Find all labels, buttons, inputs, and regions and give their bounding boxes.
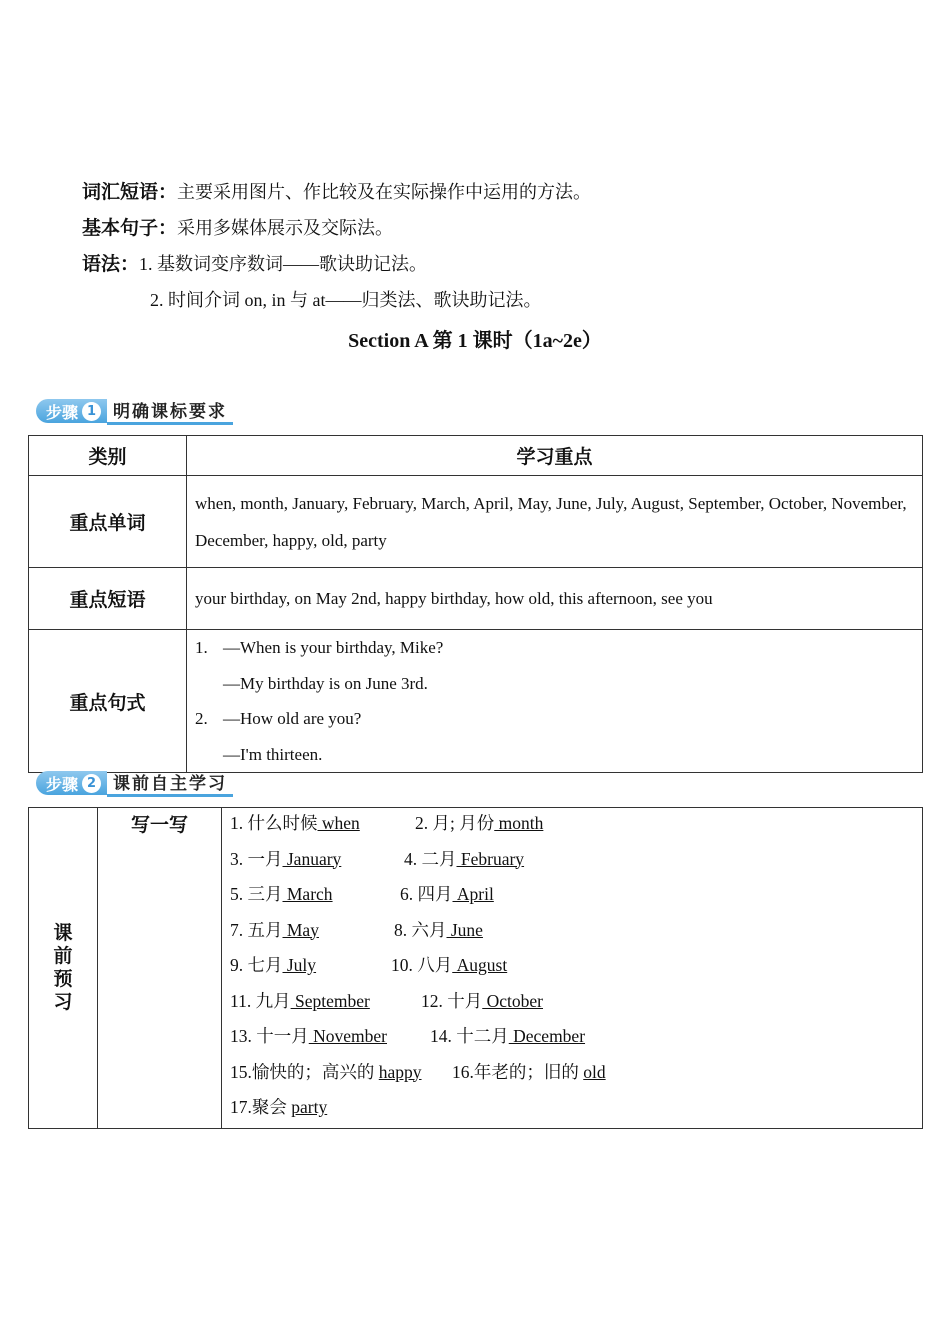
sentence-line: [195, 737, 914, 773]
row-content: your birthday, on May 2nd, happy birthday, how old, this afternoon, see you: [187, 568, 923, 630]
item-answer: January: [282, 848, 342, 869]
item-answer: March: [282, 884, 333, 904]
intro-sentence: [82, 216, 393, 240]
item-question: 9. 七月: [230, 955, 283, 975]
sentence-no: 1.: [195, 638, 208, 657]
side-char: 预: [53, 967, 73, 990]
item-question: 6. 四月: [400, 884, 453, 904]
table-row: [29, 476, 923, 568]
vocab-items: [222, 808, 923, 1129]
list-item: [230, 879, 922, 915]
item-question: 13. 十一月: [230, 1026, 309, 1046]
step2-title: 课前自主学习: [107, 770, 233, 797]
item-answer: February: [456, 848, 525, 869]
sentence-line: [195, 701, 914, 737]
sentence-text: 采用多媒体展示及交际法。: [177, 218, 394, 238]
vocab-label: 词汇短语：: [82, 181, 178, 203]
step2-number: 2: [82, 774, 101, 793]
item-question: 7. 五月: [230, 919, 283, 940]
learning-focus-table: [28, 435, 923, 773]
row-content: when, month, January, February, March, April, May, June, July, August, September, October, November, December, happy, old, party: [187, 476, 923, 568]
list-item: [230, 1021, 922, 1057]
item-answer: August: [452, 955, 508, 975]
intro-grammar: [82, 252, 427, 276]
sentence-no: 2.: [195, 709, 208, 728]
header-category: 类别: [29, 436, 187, 476]
item-question: 1. 什么时候: [230, 813, 318, 833]
item-answer: party: [291, 1097, 328, 1117]
item-question: 17.聚会: [230, 1097, 292, 1117]
item-question: 4. 二月: [404, 848, 457, 869]
sentence-text: —My birthday is on June 3rd.: [223, 673, 428, 693]
section-title: Section A 第 1 课时（1a~2e）: [348, 330, 602, 352]
sentence-line: [195, 630, 914, 666]
list-item: [230, 1057, 922, 1093]
table-row: [29, 630, 923, 773]
preview-table: [28, 807, 923, 1129]
list-item: [230, 1092, 922, 1128]
side-char: 课: [53, 921, 73, 944]
list-item: [230, 986, 922, 1022]
item-question: 12. 十月: [421, 990, 483, 1011]
side-label: [29, 808, 98, 1129]
step1-pill: [36, 399, 107, 423]
item-question: 2. 月; 月份: [415, 813, 495, 833]
sentence-no: [195, 666, 223, 702]
item-answer: old: [583, 1061, 606, 1082]
grammar-item-2: 2. 时间介词 on, in 与 at——归类法、歌诀助记法。: [150, 290, 542, 310]
item-answer: December: [508, 1026, 586, 1046]
item-answer: May: [282, 919, 319, 940]
item-question: 11. 九月: [230, 990, 291, 1011]
sub-label: 写一写: [98, 808, 222, 1129]
item-answer: November: [308, 1026, 387, 1046]
sentence-text: —How old are you?: [223, 709, 362, 728]
item-answer: October: [482, 990, 543, 1011]
sentence-text: —When is your birthday, Mike?: [223, 638, 444, 657]
step2-pill: [36, 771, 107, 795]
list-item: [230, 915, 922, 951]
item-question: 15.愉快的；高兴的: [230, 1061, 379, 1082]
item-answer: April: [452, 884, 494, 904]
item-answer: July: [282, 955, 317, 975]
row-category: 重点单词: [29, 476, 187, 568]
sentence-label: 基本句子：: [82, 217, 178, 239]
row-category: 重点短语: [29, 568, 187, 630]
grammar-item-1: 1. 基数词变序数词——歌诀助记法。: [139, 254, 428, 274]
item-question: 16.年老的；旧的: [452, 1061, 584, 1082]
list-item: [230, 950, 922, 986]
row-sentences: [187, 630, 923, 773]
side-char: 前: [53, 944, 73, 967]
item-question: 10. 八月: [391, 955, 453, 975]
item-question: 5. 三月: [230, 884, 283, 904]
sentence-no: [195, 737, 223, 773]
item-answer: when: [317, 813, 360, 833]
step1-banner: [36, 398, 233, 424]
item-answer: month: [494, 813, 544, 833]
step1-prefix: 步骤: [46, 402, 79, 422]
item-question: 8. 六月: [394, 919, 447, 940]
side-char: 习: [53, 990, 73, 1013]
row-category: 重点句式: [29, 630, 187, 773]
list-item: [230, 808, 922, 844]
sentence-line: [195, 666, 914, 702]
preview-row: [29, 808, 923, 1129]
sentence-text: —I'm thirteen.: [223, 744, 323, 764]
vocab-text: 主要采用图片、作比较及在实际操作中运用的方法。: [177, 182, 592, 202]
step2-prefix: 步骤: [46, 774, 79, 794]
item-answer: June: [446, 919, 483, 940]
item-question: 3. 一月: [230, 848, 283, 869]
item-answer: September: [290, 990, 370, 1011]
table-row: [29, 568, 923, 630]
item-answer: happy: [378, 1061, 422, 1082]
header-focus: 学习重点: [187, 436, 923, 476]
step1-number: 1: [82, 402, 101, 421]
list-item: [230, 844, 922, 880]
intro-vocab: [82, 180, 591, 204]
grammar-label: 语法：: [82, 253, 140, 275]
step1-title: 明确课标要求: [107, 398, 233, 425]
table-header-row: [29, 436, 923, 476]
item-question: 14. 十二月: [430, 1026, 509, 1046]
step2-banner: [36, 770, 233, 796]
